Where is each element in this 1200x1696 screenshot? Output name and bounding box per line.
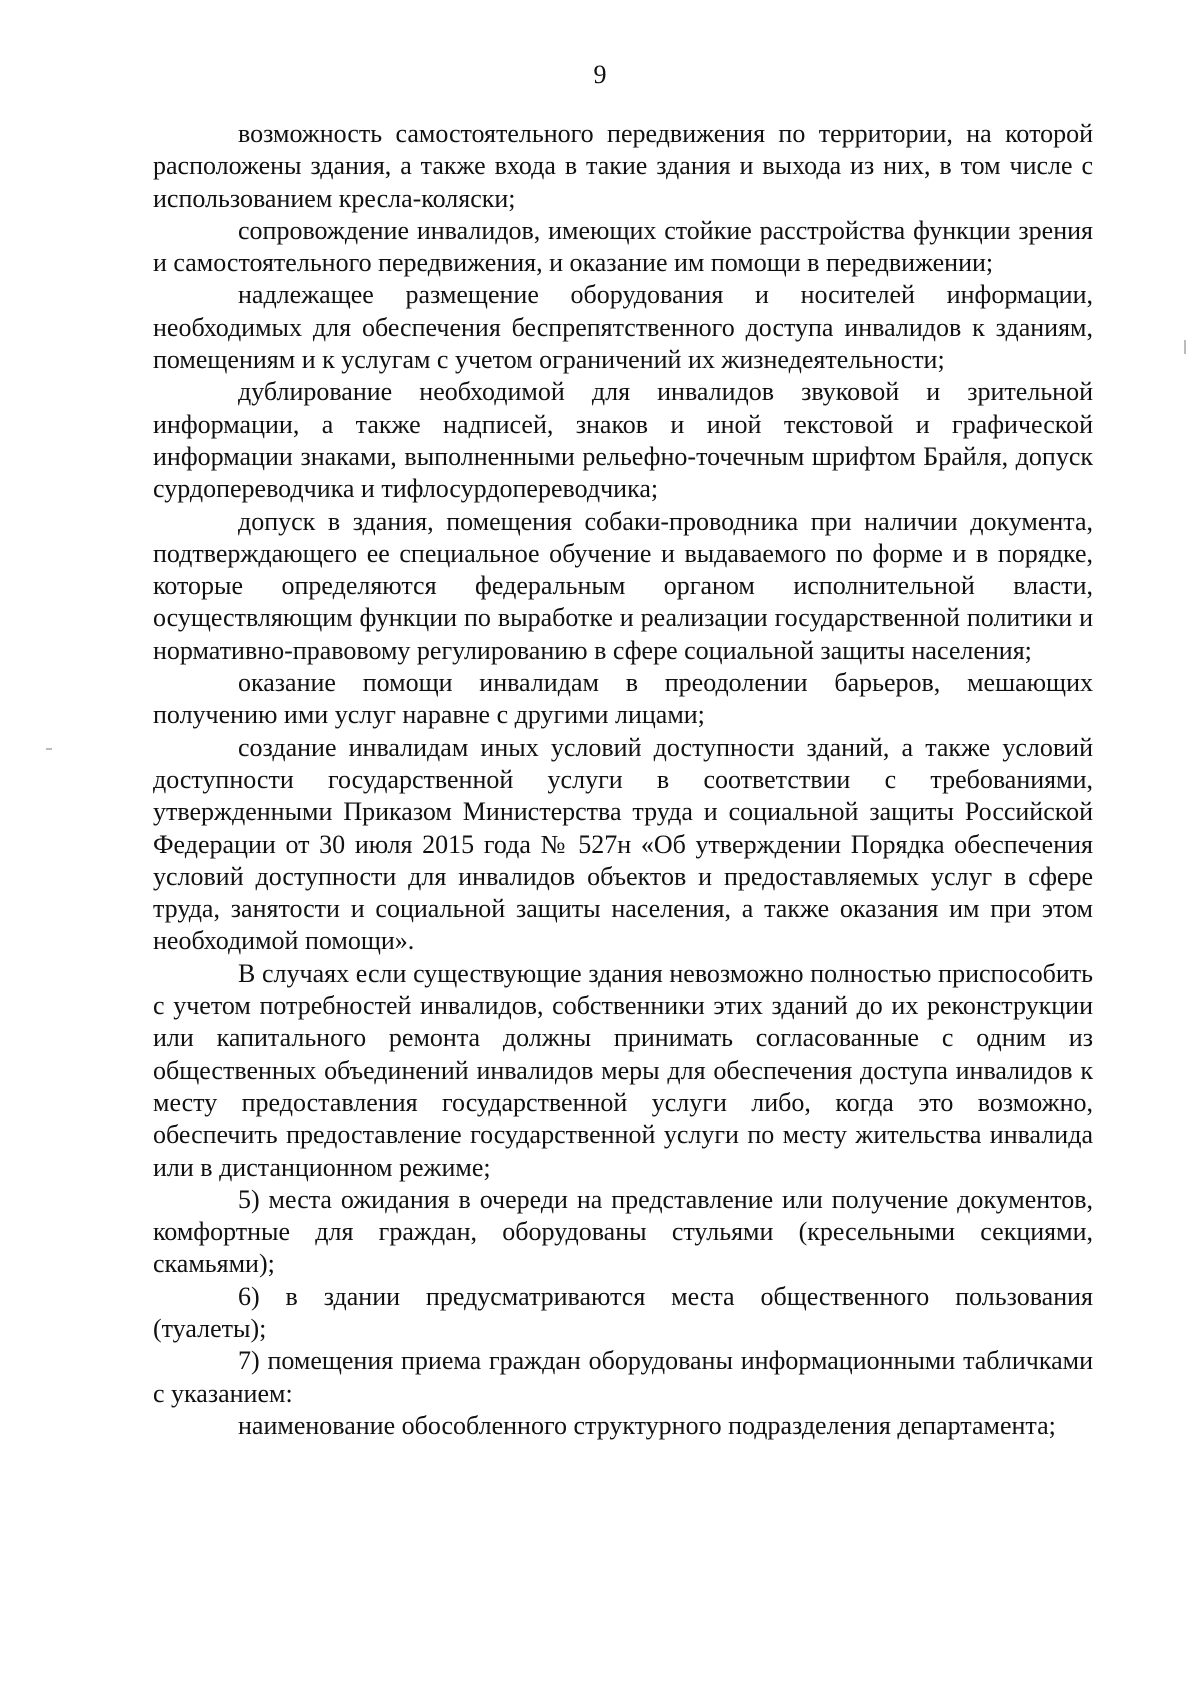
scan-artifact-left	[46, 748, 52, 750]
paragraph: 5) места ожидания в очереди на представление или получение документов, комфортные для граждан, оборудованы стульями (кресельными секциями, скамьями);	[153, 1184, 1093, 1279]
paragraph: надлежащее размещение оборудования и носителей информации, необходимых для обеспечения беспрепятственного доступа инвалидов к зданиям, помещениям и к услугам с учетом ограничений их жизнедеятельности;	[153, 280, 1093, 375]
paragraph: 6) в здании предусматриваются места общественного пользования (туалеты);	[153, 1281, 1093, 1343]
page-number: 9	[593, 60, 607, 89]
paragraph: оказание помощи инвалидам в преодолении барьеров, мешающих получению ими услуг наравне с другими лицами;	[153, 668, 1093, 730]
paragraph: возможность самостоятельного передвижения по территории, на которой расположены здания, а также входа в такие здания и выхода из них, в том числе с использованием кресла-коляски;	[153, 119, 1093, 213]
scan-artifact-right	[1184, 340, 1186, 354]
paragraph: 7) помещения приема граждан оборудованы информационными табличками с указанием:	[153, 1346, 1093, 1408]
paragraph: сопровождение инвалидов, имеющих стойкие расстройства функции зрения и самостоятельного передвижения, и оказание им помощи в передвижении;	[153, 215, 1093, 278]
paragraph: наименование обособленного структурного подразделения департамента;	[238, 1410, 1056, 1440]
paragraph: создание инвалидам иных условий доступности зданий, а также условий доступности государственной услуги в соответствии с требованиями, утвержденными Приказом Министерства труда и социальной защиты Российской Федерации от 30 июля 2015 года № 527н «Об утверждении Порядка обеспечения условий доступности для инвалидов объектов и предоставляемых услуг в сфере труда, занятости и социальной защиты населения, а также оказания им при этом необходимой помощи».	[153, 732, 1093, 956]
paragraph: дублирование необходимой для инвалидов звуковой и зрительной информации, а также надписей, знаков и иной текстовой и графической информации знаками, выполненными рельефно-точечным шрифтом Брайля, допуск сурдопереводчика и тифлосурдопереводчика;	[153, 377, 1093, 504]
document-body	[153, 118, 1093, 1442]
paragraph: В случаях если существующие здания невозможно полностью приспособить с учетом потребностей инвалидов, собственники этих зданий до их реконструкции или капитального ремонта должны принимать согласованные с одним из общественных объединений инвалидов меры для обеспечения доступа инвалидов к месту предоставления государственной услуги либо, когда это возможно, обеспечить предоставление государственной услуги по месту жительства инвалида или в дистанционном режиме;	[153, 958, 1093, 1182]
paragraph: допуск в здания, помещения собаки-проводника при наличии документа, подтверждающего ее специальное обучение и выдаваемого по форме и в порядке, которые определяются федеральным органом исполнительной власти, осуществляющим функции по выработке и реализации государственной политики и нормативно-правовому регулированию в сфере социальной защиты населения;	[153, 506, 1093, 665]
